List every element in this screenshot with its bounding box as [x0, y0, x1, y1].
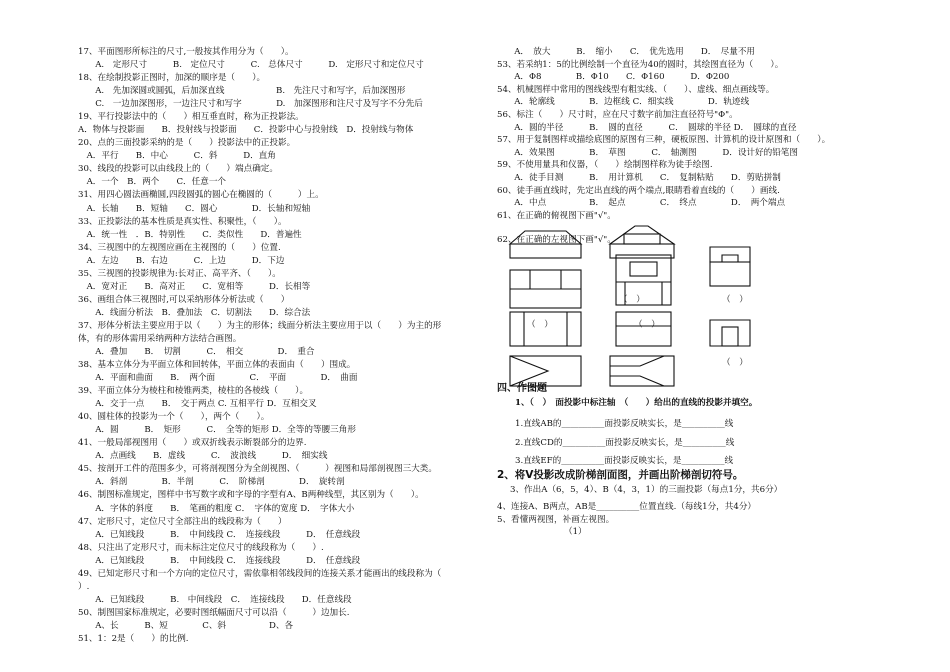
question-line: A．效果图 B． 草图 C． 轴测图 D．设计好的铅笔图	[497, 147, 798, 158]
question-line: 61、在正确的俯视图下画"√"。	[497, 210, 616, 221]
fill-line-cd: 2.直线CD的__________面投影反映实长，是__________线	[515, 438, 735, 448]
question-line: 体，有的形体需用采纳两种方法结合画图。	[78, 333, 242, 344]
question-2: 2、将V投影改成阶梯剖面图，并画出阶梯剖切符号。	[497, 469, 744, 481]
question-line: A．宽对正 B．高对正 C．宽相等 D．长相等	[78, 281, 311, 292]
question-line: A． 放大 B． 缩小 C． 优先选用 D． 尽量不用	[497, 47, 756, 57]
question-line: 41、一般局部视图用（ ）或双折线表示断裂部分的边界.	[78, 438, 307, 449]
question-line: A、长 B、短 C、斜 D、各	[78, 620, 294, 631]
question-line: 46、制图标准规定，图样中书写数字或和字母的字型有A、B两种线型，其区别为（ ）。	[78, 490, 424, 501]
question-line: 40、圆柱体的投影为一个（ ），两个（ ）。	[78, 412, 270, 423]
question-line: A．字体的斜度 B． 笔画的粗度 C． 字体的宽度 D． 字体大小	[78, 503, 355, 514]
question-line: A．一个 B．两个 C．任意一个	[78, 177, 227, 188]
question-line: 19、平行投影法中的（ ）相互垂直时，称为正投影法。	[78, 112, 304, 123]
question-line: 20、点的三面投影采纳的是（ ）投影法中的正投影。	[78, 138, 296, 149]
page-number: （1）	[564, 527, 587, 537]
question-line: A．Φ8 B．Φ10 C．Φ160 D．Φ200	[497, 72, 730, 83]
question-line: 30、线段的投影可以由线段上的（ ）端点确定。	[78, 164, 278, 175]
question-line: 48、只注出了定形尺寸，而未标注定位尺寸的线段称为（ ）.	[78, 542, 324, 553]
question-line: 57、用于复制图样或描绘底图的原图有三种，硬板原图、计算机的设计原图和（ ）。	[497, 135, 831, 146]
question-line: 45、按剖开工件的范围多少，可将剖视图分为全剖视图、（ ）视图和局部剖视图三大类。	[78, 464, 437, 475]
question-line: 51、1：2是（ ）的比例.	[78, 633, 189, 644]
question-line: A．中点 B． 起点 C． 终点 D． 两个端点	[497, 198, 786, 209]
question-line: A．物体与投影面 B．投射线与投影面 C．投影中心与投射线 D．投射线与物体	[78, 125, 414, 136]
question-line: A．线面分析法 B．叠加法 C．切割法 D．综合法	[78, 307, 311, 318]
question-line: A．圆 B． 矩形 C． 全等的矩形 D．全等的等腰三角形	[78, 425, 356, 436]
question-line: 60、徒手画直线时，先定出直线的两个端点,眼睛看着直线的（ ）画线.	[497, 185, 780, 196]
question-line: A．统一性 ．B．特别性 C．类似性 D．普遍性	[78, 229, 302, 240]
question-line: A．左边 B．右边 C．上边 D．下边	[78, 255, 285, 266]
question-line: A．徒手目测 B． 用计算机 C． 复制粘贴 D．剪贴拼制	[497, 173, 781, 183]
fill-line-ef: 3.直线EF的__________面投影反映实长，是__________线	[515, 456, 734, 466]
fill-line-ab: 1.直线AB的__________面投影反映实长，是__________线	[515, 419, 734, 429]
figure-4b	[610, 356, 674, 386]
question-line: A. 先加深圆或圆弧，后加深直线 B. 先注尺寸和写字，后加深图形	[78, 86, 406, 97]
section-heading: 四、作图题	[497, 383, 547, 394]
figure-3c	[710, 320, 750, 346]
question-line: 34、三视图中的左视图应画在主视图的（ ）位置.	[78, 242, 281, 253]
question-3: 3、作出A（6，5，4）、B（4，3，1）的三面投影（每点1分，共6分）	[510, 485, 783, 495]
question-4: 4、连接A、B两点，AB是__________位置直线.（每线1分，共4分）	[497, 502, 757, 512]
answer-slot[interactable]: （ ）	[619, 295, 645, 305]
question-line: 31、用四心圆法画椭圆,四段圆弧的圆心在椭圆的（ ）上。	[78, 190, 324, 201]
question-line: 17、平面图形所标注的尺寸,一般按其作用分为（ ）。	[78, 47, 294, 57]
question-line: C. 一边加深图形，一边注尺寸和写字 D. 加深图形和注尺寸及写字不分先后	[78, 99, 423, 110]
question-line: 33、正投影法的基本性质是真实性、积聚性，（ ）。	[78, 216, 287, 227]
question-line: A．斜剖 B．半剖 C． 阶梯剖 D． 旋转剖	[78, 477, 345, 488]
question-line: 36、画组合体三视图时,可以采纳形体分析法或（ ）	[78, 294, 290, 305]
question-line: 49、已知定形尺寸和一个方向的定位尺寸，需依靠相邻线段间的连接关系才能画出的线段称为（	[78, 568, 442, 579]
question-line: A．叠加 B． 切割 C． 相交 D． 重合	[78, 347, 315, 357]
figure-2a	[510, 270, 581, 308]
question-line: A．长轴 B．短轴 C．圆心 D．长轴和短轴	[78, 203, 311, 214]
question-line: 54、机械图样中常用的图线线型有粗实线、（ ）、虚线、细点画线等。	[497, 84, 775, 95]
question-line: A．平行 B．中心 C．斜 D．直角	[78, 151, 276, 162]
answer-slot[interactable]: （ ）	[634, 320, 660, 330]
question-line: 39、平面立体分为棱柱和棱锥两类，棱柱的各棱线（ ）。	[78, 386, 309, 397]
question-62: 62、在正确的左视图下画"√"。	[497, 235, 616, 245]
question-line: A．交于一点 B． 交于两点 C. 互相平行 D．互相交叉	[78, 399, 317, 410]
question-line: A．轮廓线 B．边框线 C．细实线 D．轨迹线	[497, 97, 750, 108]
question-line: A．已知线段 B． 中间线段 C． 连接线段 D． 任意线段	[78, 555, 361, 566]
question-line: A．点画线 B．虚线 C． 波浪线 D． 细实线	[78, 451, 328, 462]
figure-2c	[710, 247, 750, 286]
question-line: 18、在绘制投影正图时，加深的顺序是（ ）。	[78, 73, 266, 84]
question-line: ）.	[78, 581, 90, 592]
question-1: 1、（ ） 面投影中标注轴 （ ）给出的直线的投影并填空。	[515, 398, 758, 408]
question-line: 59、不使用量具和仪器，（ ）绘制图样称为徒手绘图.	[497, 160, 713, 171]
question-line: 47、定形尺寸，定位尺寸全部注出的线段称为（ ）	[78, 516, 287, 527]
question-line: 50、制图国家标准规定，必要时图纸幅面尺寸可以沿（ ）边加长.	[78, 607, 350, 618]
figure-1b	[610, 226, 674, 258]
answer-slot[interactable]: （ ）	[722, 295, 748, 305]
figure-4a	[510, 356, 581, 386]
question-line: 38、基本立体分为平面立体和回转体，平面立体的表面由（ ）围成。	[78, 360, 356, 371]
question-line: 53、若采纳1：5的比例绘制一个直径为40的圆时，其绘图直径为（ ）。	[497, 59, 784, 70]
answer-slot[interactable]: （ ）	[527, 320, 553, 330]
question-line: A．已知线段 B． 中间线段 C． 连接线段 D． 任意线段	[78, 529, 361, 540]
question-line: A．已知线段 B. 中间线段 C． 连接线段 D．任意线段	[78, 594, 352, 605]
question-line: 37、形体分析法主要应用于以（ ）为主的形体；线面分析法主要应用于以（ ）为主的形	[78, 320, 442, 331]
question-line: 35、三视图的投影规律为:长对正、高平齐、（ ）。	[78, 268, 281, 279]
question-line: A．平面和曲面 B． 两个面 C． 平面 D． 曲面	[78, 373, 358, 384]
question-line: A．圆的半径 B． 圆的直径 C． 圆球的半径 D． 圆球的直径	[497, 122, 797, 133]
answer-slot[interactable]: （ ）	[722, 358, 748, 368]
question-5: 5、看懂两视图，补画左视图。	[497, 515, 615, 525]
question-line: A. 定形尺寸 B. 定位尺寸 C. 总体尺寸 D. 定形尺寸和定位尺寸	[78, 60, 424, 71]
question-line: 56、标注（ ）尺寸时，应在尺寸数字前加注直径符号"Φ"。	[497, 110, 738, 120]
